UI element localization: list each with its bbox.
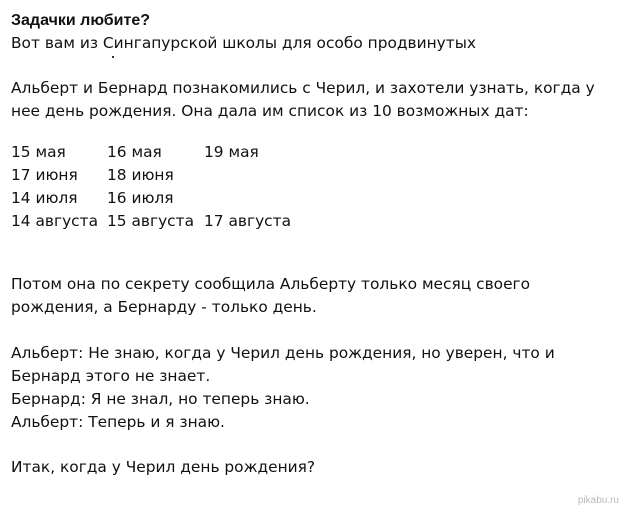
date-item: 14 июля — [11, 189, 78, 207]
question: Итак, когда у Черил день рождения? — [11, 458, 316, 476]
intro-line-2: нее день рождения. Она дала им список из 10 возможных дат: — [11, 102, 529, 120]
date-item: 17 августа — [204, 212, 292, 230]
dialogue-line-3: Бернард: Я не знал, но теперь знаю. — [11, 390, 310, 408]
heading: Задачки любите? — [11, 12, 150, 29]
dialogue-line-1: Альберт: Не знаю, когда у Черил день рождения, но уверен, что и — [11, 344, 555, 362]
date-item: 14 августа — [11, 212, 99, 230]
date-item: 15 августа — [107, 212, 195, 230]
date-item — [204, 164, 324, 187]
secret-line-1: Потом она по секрету сообщила Альберту только месяц своего — [11, 275, 531, 293]
secret-line-2: рождения, а Бернарду - только день. — [11, 298, 317, 316]
date-item — [204, 187, 324, 210]
site-watermark: pikabu.ru — [577, 495, 619, 506]
date-list — [11, 141, 615, 233]
intro-line-1: Альберт и Бернард познакомились с Черил, и захотели узнать, когда у — [11, 79, 595, 97]
document-body — [11, 10, 615, 479]
date-item: 17 июня — [11, 166, 78, 184]
dialogue-line-4: Альберт: Теперь и я знаю. — [11, 413, 225, 431]
subtitle: Вот вам из Сингапурской школы для особо продвинутых — [11, 34, 477, 52]
date-item: 19 мая — [204, 143, 259, 161]
stray-dot — [112, 56, 114, 58]
date-item: 15 мая — [11, 143, 66, 161]
dialogue-line-2: Бернард этого не знает. — [11, 367, 211, 385]
date-item: 18 июня — [107, 166, 174, 184]
date-item: 16 мая — [107, 143, 162, 161]
date-item: 16 июля — [107, 189, 174, 207]
